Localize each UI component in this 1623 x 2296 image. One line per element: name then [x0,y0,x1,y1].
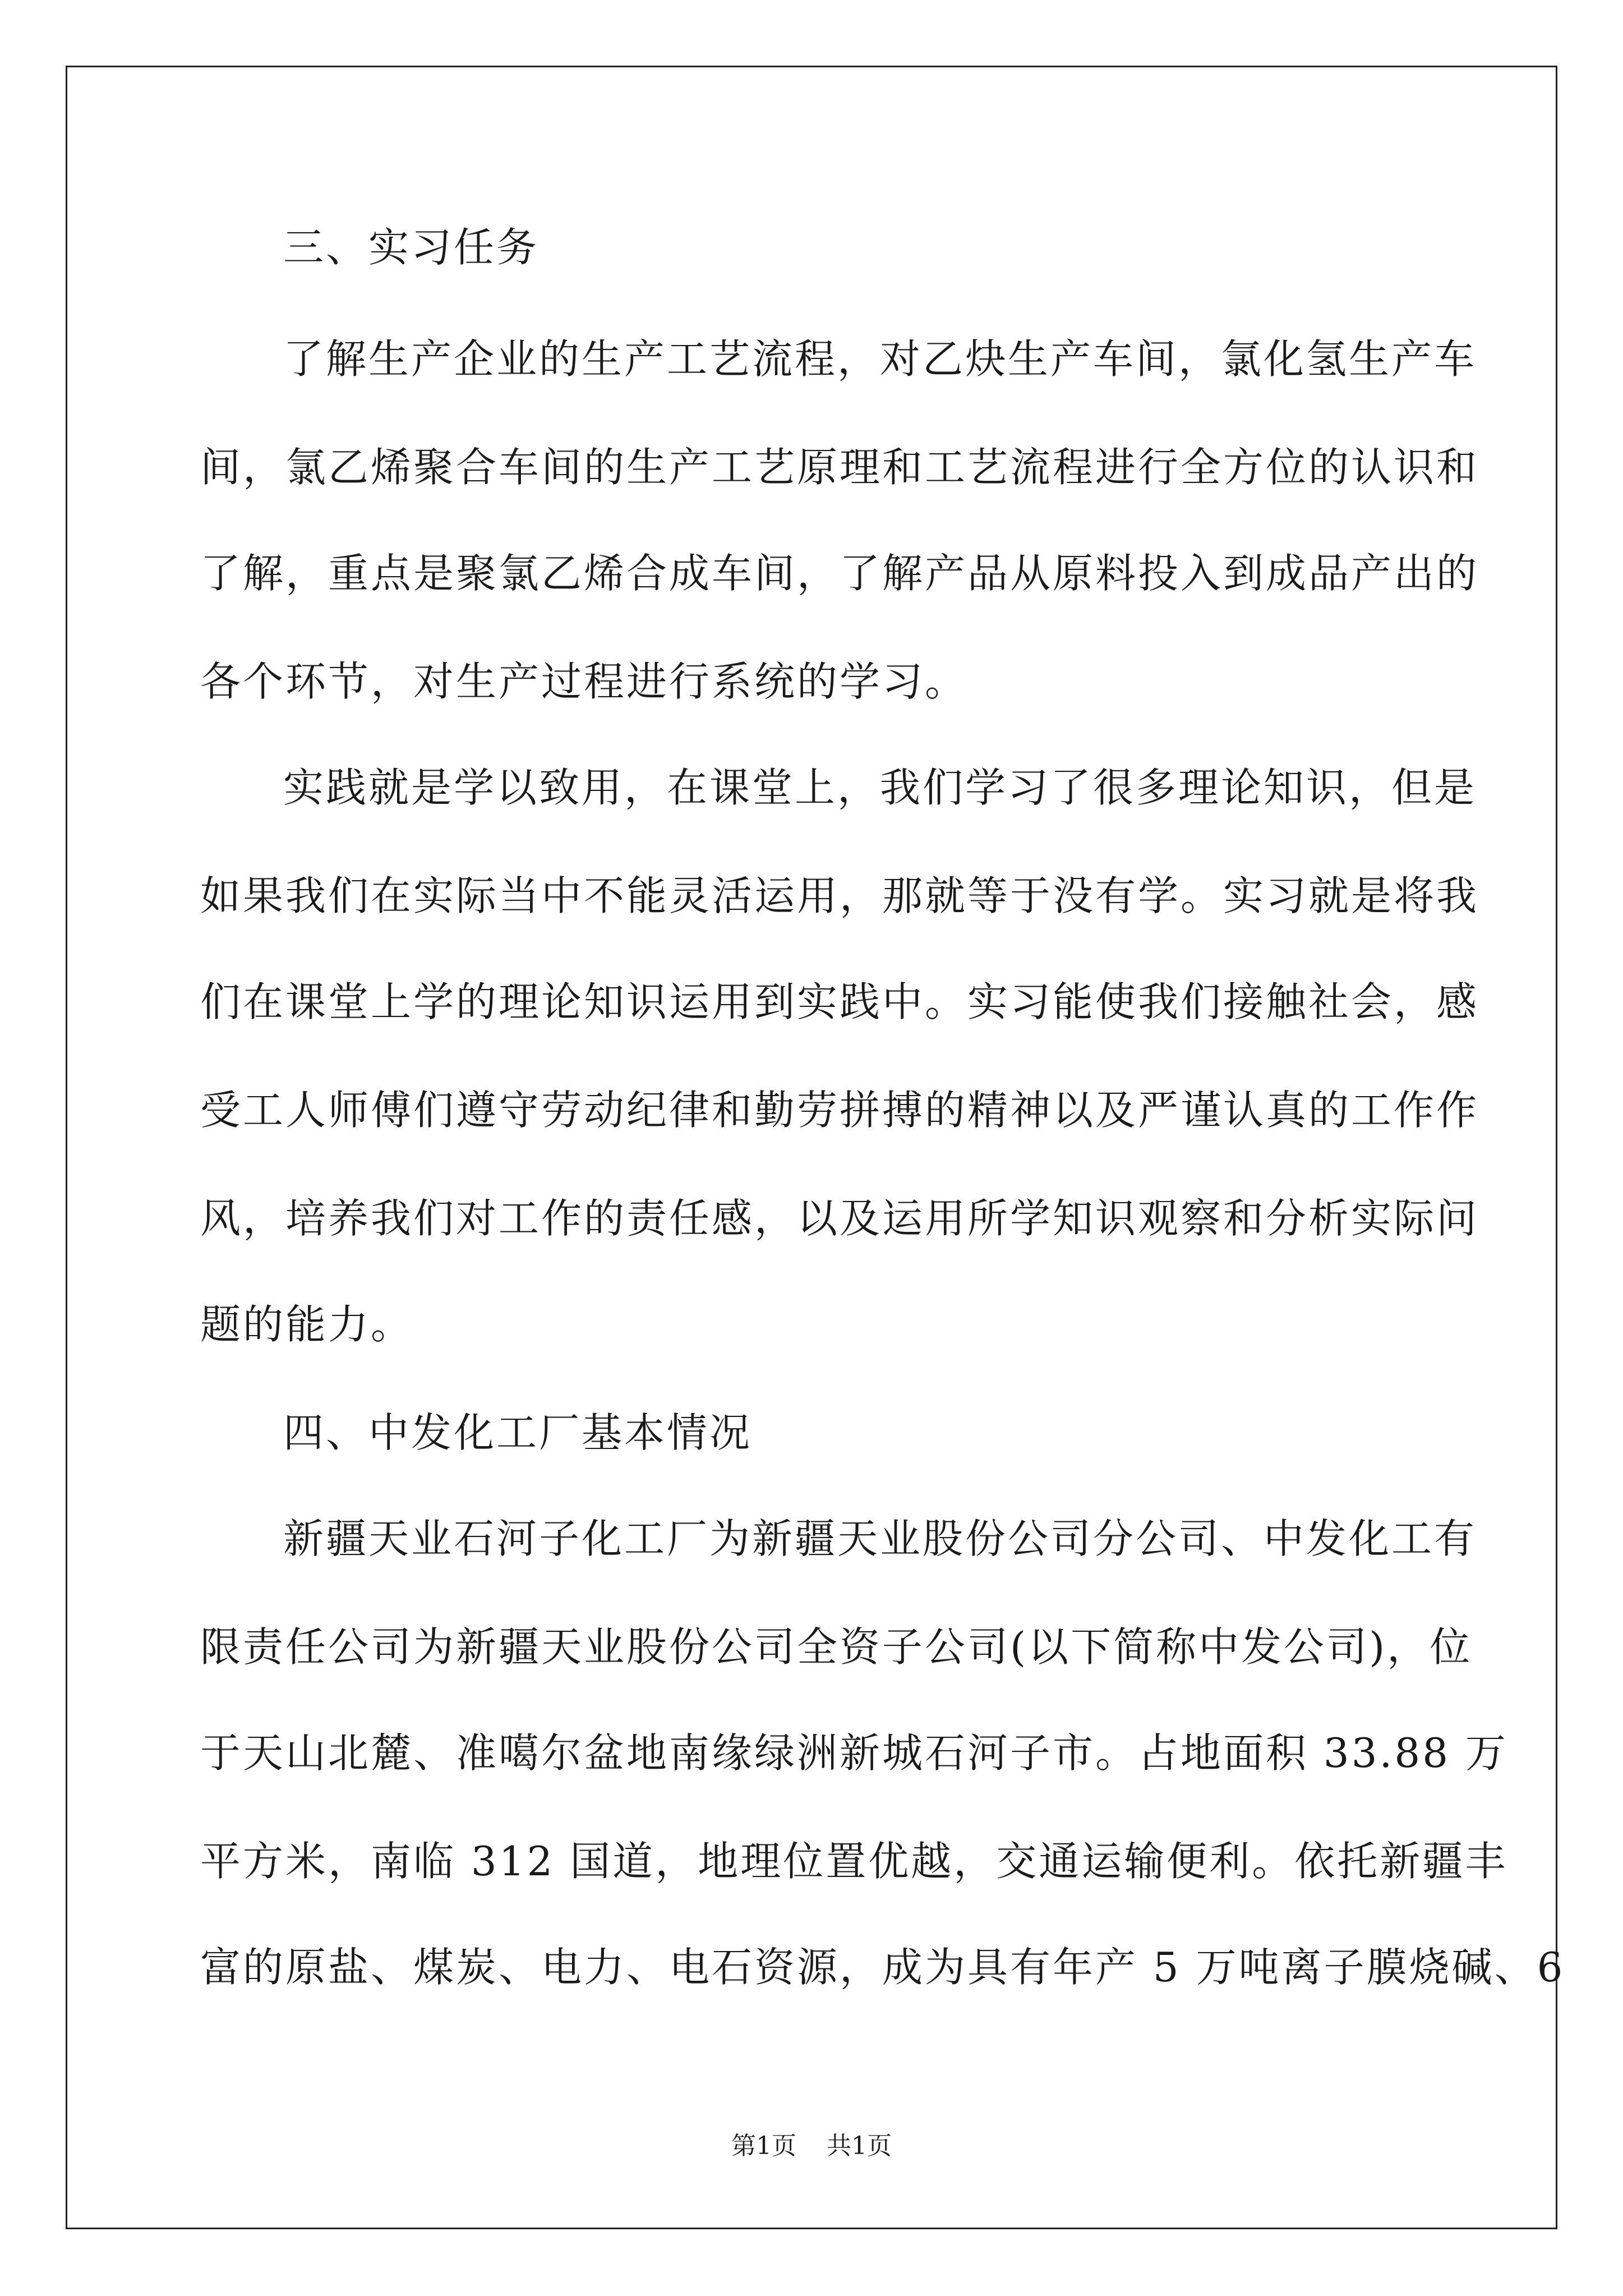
paragraph-line: 限责任公司为新疆天业股份公司全资子公司(以下简称中发公司)，位 [200,1623,1473,1671]
paragraph-line: 了解生产企业的生产工艺流程，对乙炔生产车间，氯化氢生产车 [283,335,1477,383]
paragraph-line: 于天山北麓、准噶尔盆地南缘绿洲新城石河子市。占地面积 33.88 万 [200,1729,1508,1777]
page-footer [0,2134,1623,2159]
paragraph-line: 们在课堂上学的理论知识运用到实践中。实习能使我们接触社会，感 [200,978,1479,1025]
paragraph-line: 了解，重点是聚氯乙烯合成车间，了解产品从原料投入到成品产出的 [200,550,1479,597]
paragraph-line: 富的原盐、煤炭、电力、电石资源，成为具有年产 5 万吨离子膜烧碱、6 [200,1944,1565,1991]
page-border [66,66,1557,2229]
section-heading-internship-tasks: 三、实习任务 [283,224,540,271]
paragraph-line: 间，氯乙烯聚合车间的生产工艺原理和工艺流程进行全方位的认识和 [200,444,1479,491]
paragraph-line: 题的能力。 [200,1301,414,1348]
paragraph-line: 受工人师傅们遵守劳动纪律和勤劳拼搏的精神以及严谨认真的工作作 [200,1087,1479,1134]
page-number-current: 第1页 [731,2132,796,2160]
section-heading-plant-overview: 四、中发化工厂基本情况 [283,1409,753,1456]
page-number-total: 共1页 [827,2132,892,2160]
paragraph-line: 平方米，南临 312 国道，地理位置优越，交通运输便利。依托新疆丰 [200,1838,1508,1885]
paragraph-line: 新疆天业石河子化工厂为新疆天业股份公司分公司、中发化工有 [283,1515,1477,1562]
paragraph-line: 如果我们在实际当中不能灵活运用，那就等于没有学。实习就是将我 [200,872,1479,919]
paragraph-line: 各个环节，对生产过程进行系统的学习。 [200,658,968,705]
paragraph-line: 实践就是学以致用，在课堂上，我们学习了很多理论知识，但是 [283,764,1477,811]
paragraph-line: 风，培养我们对工作的责任感，以及运用所学知识观察和分析实际问 [200,1195,1479,1242]
